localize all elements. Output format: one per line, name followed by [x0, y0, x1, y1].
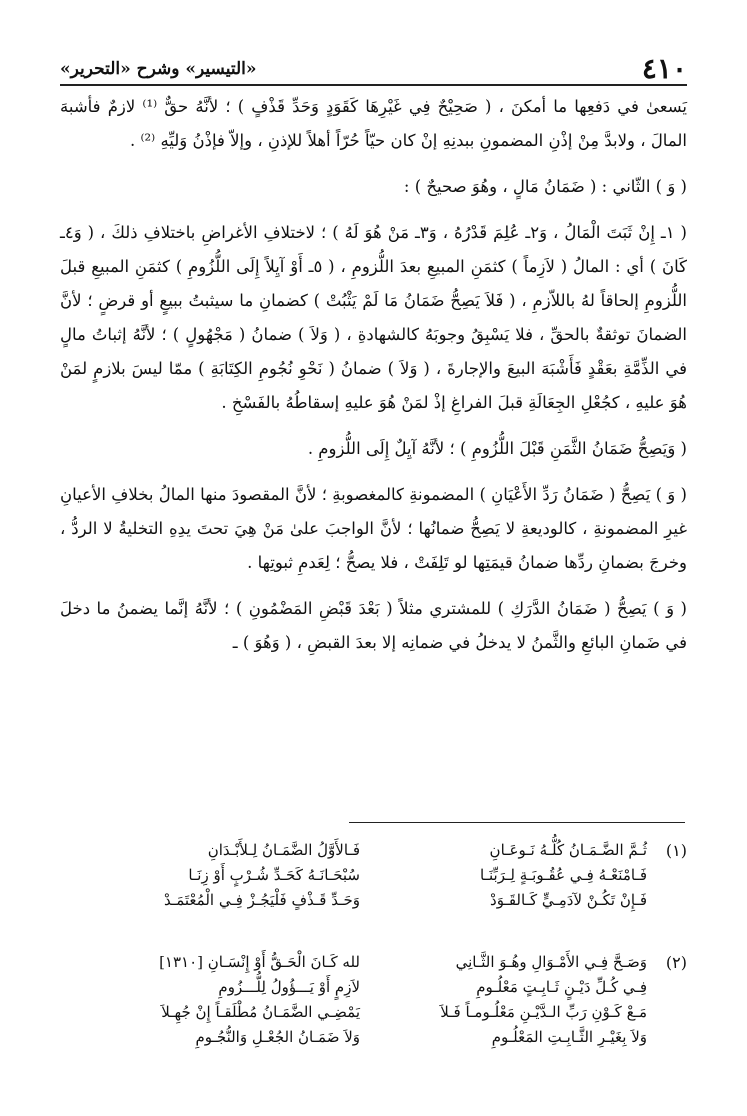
verse-line: فَـامْنَعْـهُ فِـي عُقُـوبَـةٍ لِـرَبِّنَـا: [480, 866, 647, 884]
verse-line: ثُـمَّ الضَّـمَـانُ كُلُّـهُ نَـوعَـانِ: [489, 841, 647, 859]
verse-line: لاَزِمٍ أَوْ يَـــؤُولُ لِلُّـــزُومِ: [218, 978, 360, 996]
footnote-number: (١): [665, 841, 687, 860]
verse-line: فِـي كُـلِّ دَيْـنٍ ثَـابِـتٍ مَعْلُـومِ: [476, 978, 647, 996]
footnotes: [60, 838, 687, 1062]
footnote: [60, 950, 687, 1050]
verse-line: وَلاَ بِغَيْـرِ الثَّـابِـتِ المَعْلُـومِ: [491, 1028, 647, 1046]
verse-line: مَـعْ كَـوْنِ رَبِّ الـدَّيْـنِ مَعْلُـومـاً فَـلاَ: [440, 1003, 647, 1021]
paragraph: ( ١ـ إِنْ ثَبَتَ الْمَالُ ، وَ٢ـ عُلِمَ قَدْرُهُ ، وَ٣ـ مَنْ هُوَ لَهُ ) ؛ لاختلافِ الأغراضِ باختلافِ ذلكَ ، ( وَ٤ـ كَانَ ) أي : المالُ ( لاَزِماً ) كثمَنِ المبيعِ بعدَ اللُّزومِ ، ( ٥ـ أَوْ آيِلاً إِلَى اللُّزُومِ ) كثمَنِ المبيعِ قبلَ اللُّزومِ إلحاقاً لهُ باللاّزمِ ، ( فَلاَ يَصِحُّ ضَمَانُ مَا لَمْ يَثْبُتْ ) كضمانِ ما سيثبتُ ببيعٍ أو قرضٍ ؛ لأنَّ الضمانَ توثقةٌ بالحقِّ ، فلا يَسْبِقُ وجوبَهُ كالشهادةِ ، ( وَلاَ ) ضمانُ ( مَجْهُولٍ ) ؛ لأنَّهُ إثباتُ مالٍ في الذِّمَّةِ بعَقْدٍ فَأَشْبَهَ البيعَ والإجارةَ ، ( وَلاَ ) ضمانُ ( نَحْوِ نُجُومِ الكِتَابَةِ ) ممّا ليسَ بلازمٍ لمَنْ هُوَ عليهِ ، كجُعْلِ الجِعَالَةِ قبلَ الفراغِ إذْ لمَنْ هُوَ عليهِ إسقاطُهُ بالفَسْخِ .: [60, 223, 688, 412]
footnote-number: (٢): [665, 953, 687, 972]
paragraph: ( وَ ) يَصِحُّ ( ضَمَانُ رَدِّ الأَعْيَانِ ) المضمونةِ كالمغصوبةِ ؛ لأنَّ المقصودَ منها المالُ بخلافِ الأعيانِ غيرِ المضمونةِ ، كالوديعةِ لا يَصِحُّ ضمانُها ؛ لأنَّ الواجبَ علىٰ مَنْ هِيَ تحتَ يدِهِ التخليةُ لا الردُّ ، وخرجَ بضمانِ ردِّها ضمانُ قيمَتِها لو تَلِفَتْ ، فلا يصحُّ ؛ لِعَدمِ ثبوتِها .: [60, 485, 687, 572]
page-number: ٤١٠: [641, 52, 687, 85]
main-text: [60, 90, 687, 672]
verse-column-left: [70, 950, 360, 1050]
verse-column-right: [357, 838, 647, 913]
footnote: [60, 838, 687, 938]
verse-column-right: [357, 950, 647, 1050]
verse-line: فَـالأَوَّلُ الضَّمَـانُ لِـلأَبْـدَانِ: [207, 841, 360, 859]
paragraph: ( وَ ) الثّاني : ( ضَمَانُ مَالٍ ، وهُوَ صحيحٌ ) :: [403, 177, 687, 196]
verse-line: سُبْحَـانَـهُ كَحَـدِّ شُـرْبٍ أَوْ زِنَـا: [188, 866, 360, 884]
footnote-divider: [349, 822, 685, 823]
verse-line: وَصَـحَّ فِـي الأَمْـوَالِ وهُـوَ الثَّـانِي: [455, 953, 647, 971]
verse-line: وَحَـدِّ قَـذْفٍ فَلْيَجُـزْ فِـي الْمُعْتَمَـدْ: [163, 891, 360, 909]
page-header: [60, 54, 687, 84]
verse-line: وَلاَ ضَمَـانُ الجُعْـلِ وَالنُّجُـومِ: [195, 1028, 360, 1046]
paragraph: ( وَ ) يَصِحُّ ( ضَمَانُ الدَّرَكِ ) للمشتري مثلاً ( بَعْدَ قَبْضِ المَضْمُونِ ) ؛ لأنَّهُ إنَّما يضمنُ ما دخلَ في ضَمانِ البائعِ والثَّمنُ لا يدخلُ في ضمانِه إلا بعدَ القبضِ ، ( وَهُوَ ) ـ: [60, 599, 687, 652]
verse-column-left: [70, 838, 360, 913]
running-title: «التيسير» وشرح «التحرير»: [60, 59, 257, 79]
paragraph: ( وَيَصِحُّ ضَمَانُ الثَّمَنِ قَبْلَ اللُّزُومِ ) ؛ لأنَّهُ آيِلٌ إِلَى اللُّزومِ .: [307, 439, 687, 458]
paragraph: يَسعىٰ في دَفعِها ما أمكنَ ، ( صَحِيْحٌ فِي غَيْرِهَا كَقَوَدٍ وَحَدِّ قَذْفٍ ) ؛ لأنَّهُ حقٌّ ⁽¹⁾ لازمٌ فأشبهَ المالَ ، ولابدَّ مِنْ إذْنِ المضمونِ ببدنِهِ إنْ كان حيّاً حُرّاً أهلاً للإذنِ ، وإلاّ فإذْنُ وَليِّهِ ⁽²⁾ .: [60, 97, 688, 150]
verse-line: لله كَـانَ الْحَـقُّ أَوْ إِنْسَـانِ [١٣١٠]: [159, 953, 360, 971]
verse-line: فَـإِنْ تَكُـنْ لآدَمِـيٍّ كَـالقَـوَدْ: [490, 891, 647, 909]
verse-line: يَمْضِـي الضَّمَـانُ مُطْلَقـاً إِنْ جُهِـلاَ: [161, 1003, 360, 1021]
header-divider: [60, 84, 687, 86]
